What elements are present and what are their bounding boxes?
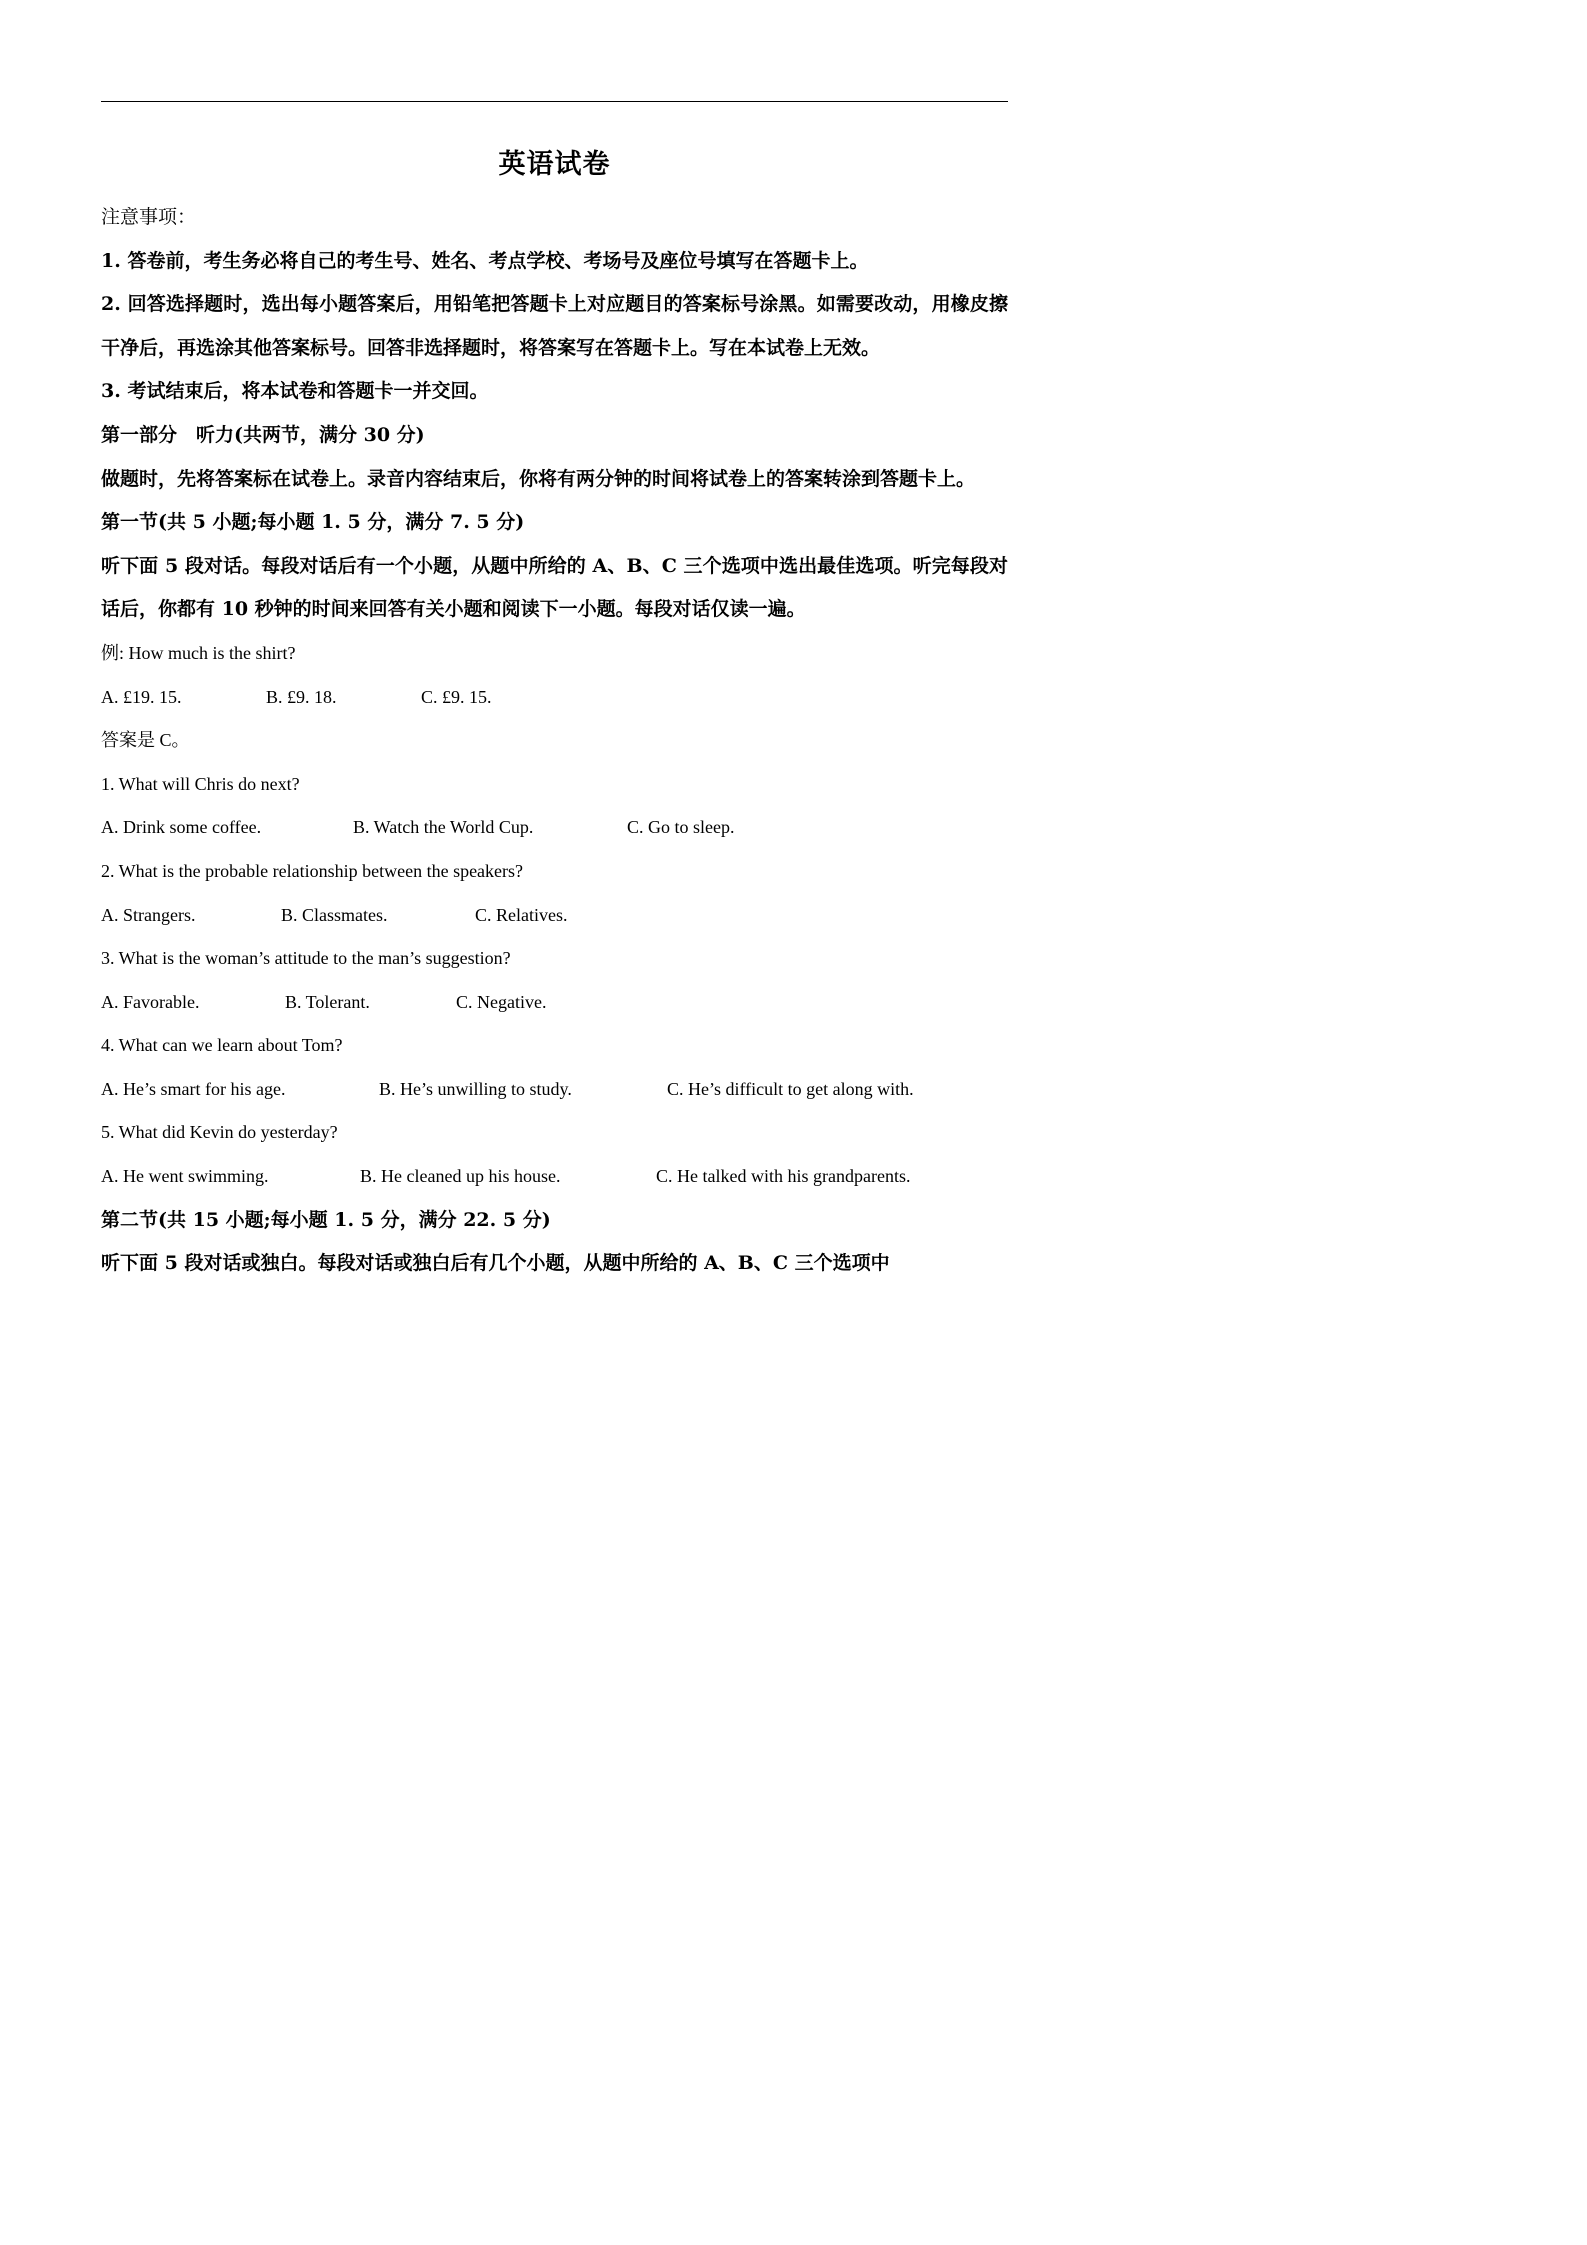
option-a: A. He’s smart for his age. [101, 1078, 286, 1099]
option-b: B. Classmates. [281, 904, 388, 925]
question-stem: 3. What is the woman’s attitude to the man’s suggestion? [101, 948, 511, 969]
notice-heading: 注意事项： [101, 206, 197, 228]
option-a: A. £19. 15. [101, 686, 182, 707]
header-rule [101, 101, 1008, 102]
option-b: B. Watch the World Cup. [353, 817, 534, 838]
question-stem: 1. What will Chris do next? [101, 773, 300, 794]
option-a: A. Drink some coffee. [101, 817, 262, 838]
question-stem: 4. What can we learn about Tom? [101, 1035, 343, 1056]
section1-heading: 第一节(共 5 小题;每小题 1. 5 分，满分 7. 5 分) [101, 511, 525, 534]
page-title: 英语试卷 [498, 149, 611, 180]
section1-instruction: 听下面 5 段对话。每段对话后有一个小题，从题中所给的 A、B、C 三个选项中选出最佳选项。听完每段对话后，你都有 10 秒钟的时间来回答有关小题和阅读下一小题。每段对话仅读一遍。 [101, 554, 1008, 621]
exam-content [101, 196, 1008, 1286]
question-options [101, 806, 1008, 850]
option-a: A. Favorable. [101, 991, 200, 1012]
notice-item: 2. 回答选择题时，选出每小题答案后，用铅笔把答题卡上对应题目的答案标号涂黑。如需要改动，用橡皮擦干净后，再选涂其他答案标号。回答非选择题时，将答案写在答题卡上。写在本试卷上无效。 [101, 293, 1008, 359]
part1-instruction: 做题时，先将答案标在试卷上。录音内容结束后，你将有两分钟的时间将试卷上的答案转涂到答题卡上。 [101, 467, 976, 490]
notice-item: 3. 考试结束后，将本试卷和答题卡一并交回。 [101, 380, 489, 403]
option-c: C. Negative. [456, 991, 547, 1012]
option-c: C. Relatives. [475, 904, 568, 925]
part1-heading: 第一部分 听力(共两节，满分 30 分) [101, 423, 425, 446]
option-b: B. He’s unwilling to study. [379, 1078, 572, 1099]
option-b: B. He cleaned up his house. [360, 1166, 561, 1187]
example-question: 例: How much is the shirt? [101, 642, 296, 663]
option-c: C. He’s difficult to get along with. [667, 1078, 914, 1099]
question-options [101, 1155, 1008, 1199]
option-c: C. Go to sleep. [627, 817, 735, 838]
question-options [101, 981, 1008, 1025]
notice-item: 1. 答卷前，考生务必将自己的考生号、姓名、考点学校、考场号及座位号填写在答题卡上。 [101, 249, 869, 272]
option-c: C. £9. 15. [421, 686, 492, 707]
option-a: A. He went swimming. [101, 1166, 269, 1187]
example-answer: 答案是 C。 [101, 730, 190, 751]
example-options [101, 676, 1008, 720]
option-c: C. He talked with his grandparents. [656, 1166, 911, 1187]
question-stem: 2. What is the probable relationship between the speakers? [101, 860, 524, 881]
question-options [101, 1068, 1008, 1112]
option-b: B. Tolerant. [285, 991, 370, 1012]
section2-instruction: 听下面 5 段对话或独白。每段对话或独白后有几个小题，从题中所给的 A、B、C 三个选项中 [101, 1252, 890, 1275]
section2-heading: 第二节(共 15 小题;每小题 1. 5 分，满分 22. 5 分) [101, 1208, 551, 1231]
option-b: B. £9. 18. [266, 686, 337, 707]
option-a: A. Strangers. [101, 904, 196, 925]
question-stem: 5. What did Kevin do yesterday? [101, 1122, 338, 1143]
question-options [101, 894, 1008, 938]
